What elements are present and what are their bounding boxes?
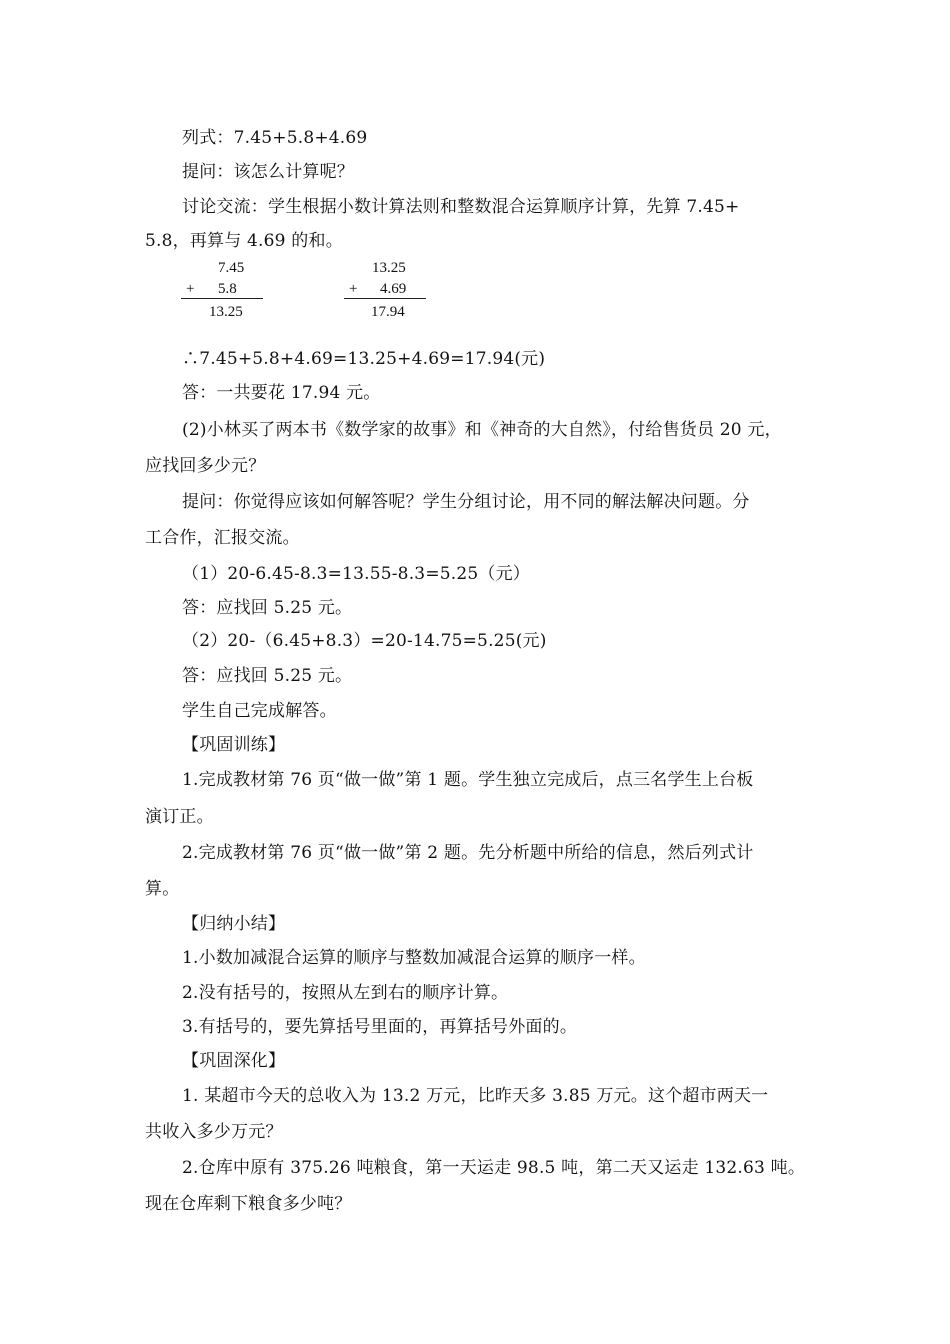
calc-operator: +: [349, 281, 358, 297]
text-line: 答：应找回 5.25 元。: [182, 598, 353, 618]
text-line: 答：应找回 5.25 元。: [182, 666, 353, 686]
text-line: 学生自己完成解答。: [182, 701, 337, 721]
calc-operator: +: [186, 281, 195, 297]
section-heading: 【归纳小结】: [182, 914, 286, 934]
calc-result: 17.94: [371, 304, 405, 320]
text-line: 列式：7.45+5.8+4.69: [182, 128, 368, 148]
text-line: 1.完成教材第 76 页“做一做”第 1 题。学生独立完成后，点三名学生上台板: [182, 770, 754, 790]
text-line: 5.8，再算与 4.69 的和。: [145, 231, 343, 251]
text-line: ∴7.45+5.8+4.69=13.25+4.69=17.94(元): [182, 349, 546, 369]
calc-top-number: 13.25: [372, 260, 406, 276]
text-line: 2.仓库中原有 375.26 吨粮食，第一天运走 98.5 吨，第二天又运走 132.63 吨。: [182, 1158, 806, 1178]
text-line: 3.有括号的，要先算括号里面的，再算括号外面的。: [182, 1017, 578, 1037]
text-line: 提问：该怎么计算呢？: [182, 162, 354, 182]
text-line: 1. 某超市今天的总收入为 13.2 万元，比昨天多 3.85 万元。这个超市两天一: [182, 1086, 769, 1106]
text-line: 2.完成教材第 76 页“做一做”第 2 题。先分析题中所给的信息，然后列式计: [182, 843, 754, 863]
text-line: 提问：你觉得应该如何解答呢？学生分组讨论，用不同的解法解决问题。分: [182, 492, 750, 512]
calc-top-number: 7.45: [218, 260, 245, 276]
text-line: 共收入多少万元？: [145, 1122, 283, 1142]
text-line: 应找回多少元？: [145, 456, 266, 476]
text-line: 演订正。: [145, 807, 214, 827]
section-heading: 【巩固深化】: [182, 1051, 286, 1071]
text-line: 讨论交流：学生根据小数计算法则和整数混合运算顺序计算，先算 7.45+: [182, 197, 740, 217]
section-heading: 【巩固训练】: [182, 735, 286, 755]
text-line: 2.没有括号的，按照从左到右的顺序计算。: [182, 983, 509, 1003]
text-line: （1）20-6.45-8.3=13.55-8.3=5.25（元）: [182, 564, 531, 584]
text-line: 答：一共要花 17.94 元。: [182, 383, 381, 403]
text-line: (2)小林买了两本书《数学家的故事》和《神奇的大自然》，付给售货员 20 元，: [182, 420, 782, 440]
calc-rule: [344, 298, 426, 299]
text-line: 工合作，汇报交流。: [145, 528, 300, 548]
calc-addend: 4.69: [380, 281, 407, 297]
text-line: 现在仓库剩下粮食多少吨？: [145, 1194, 352, 1214]
text-line: 算。: [145, 879, 180, 899]
calc-rule: [181, 298, 263, 299]
text-line: 1.小数加减混合运算的顺序与整数加减混合运算的顺序一样。: [182, 948, 646, 968]
calc-addend: 5.8: [218, 281, 237, 297]
calc-result: 13.25: [209, 304, 243, 320]
text-line: （2）20-（6.45+8.3）=20-14.75=5.25(元): [182, 631, 547, 651]
